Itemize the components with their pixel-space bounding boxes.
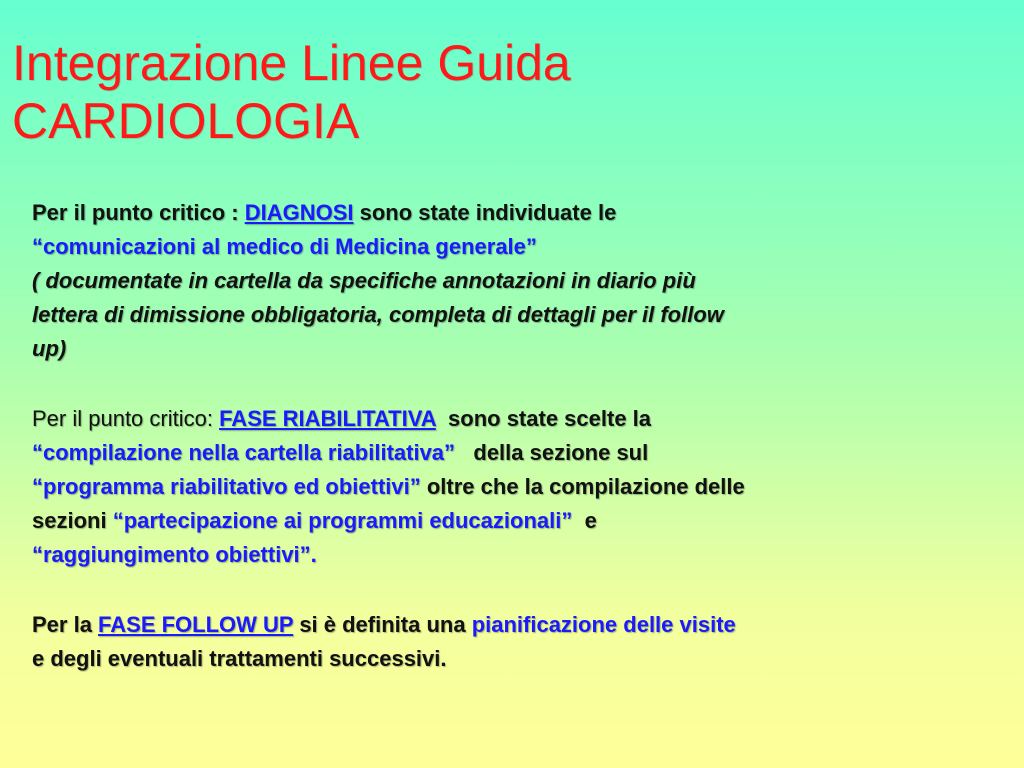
- diagnosi-keyword: DIAGNOSI: [244, 200, 354, 225]
- riabilitazione-intro: Per il punto critico:: [32, 406, 220, 431]
- followup-line-1: [32, 608, 972, 642]
- followup-intro: Per la: [32, 612, 99, 637]
- paragraph-riabilitazione: [32, 402, 972, 572]
- followup-keyword: FASE FOLLOW UP: [98, 612, 294, 637]
- slide-title-line-1: Integrazione Linee Guida: [12, 35, 571, 91]
- followup-after-keyword: si è definita una: [293, 612, 472, 637]
- slide-body: [32, 196, 972, 712]
- diagnosi-intro: Per il punto critico :: [32, 200, 245, 225]
- riabilitazione-keyword: FASE RIABILITATIVA: [219, 406, 436, 431]
- diagnosi-note-line-1: ( documentate in cartella da specifiche annotazioni in diario più: [32, 268, 696, 293]
- riabilitazione-line-3: [32, 470, 972, 504]
- riabilitazione-text-4: e: [572, 508, 597, 533]
- slide-title-line-2: CARDIOLOGIA: [12, 93, 360, 149]
- riabilitazione-text-1: della sezione sul: [455, 440, 649, 465]
- slide-title: [12, 34, 571, 150]
- riabilitazione-text-3: sezioni: [32, 508, 113, 533]
- paragraph-followup: [32, 608, 972, 676]
- diagnosi-line-1: [32, 196, 972, 230]
- paragraph-diagnosi: [32, 196, 972, 366]
- diagnosi-note-line-3: up): [32, 336, 67, 361]
- riabilitazione-line-1: [32, 402, 972, 436]
- riabilitazione-after-keyword: sono state scelte la: [435, 406, 652, 431]
- riabilitazione-quote-1: “compilazione nella cartella riabilitativa”: [32, 440, 456, 465]
- diagnosi-after-keyword: sono state individuate le: [353, 200, 617, 225]
- riabilitazione-quote-2: “programma riabilitativo ed obiettivi”: [32, 474, 421, 499]
- riabilitazione-line-4: [32, 504, 972, 538]
- diagnosi-quote: “comunicazioni al medico di Medicina generale”: [32, 234, 537, 259]
- riabilitazione-quote-4: “raggiungimento obiettivi”.: [32, 542, 317, 567]
- diagnosi-note-line-2: lettera di dimissione obbligatoria, completa di dettagli per il follow: [32, 302, 724, 327]
- riabilitazione-text-2: oltre che la compilazione delle: [420, 474, 745, 499]
- riabilitazione-line-2: [32, 436, 972, 470]
- followup-line-2: e degli eventuali trattamenti successivi.: [32, 646, 447, 671]
- riabilitazione-quote-3: “partecipazione ai programmi educazionali”: [112, 508, 573, 533]
- followup-highlight: pianificazione delle visite: [471, 612, 736, 637]
